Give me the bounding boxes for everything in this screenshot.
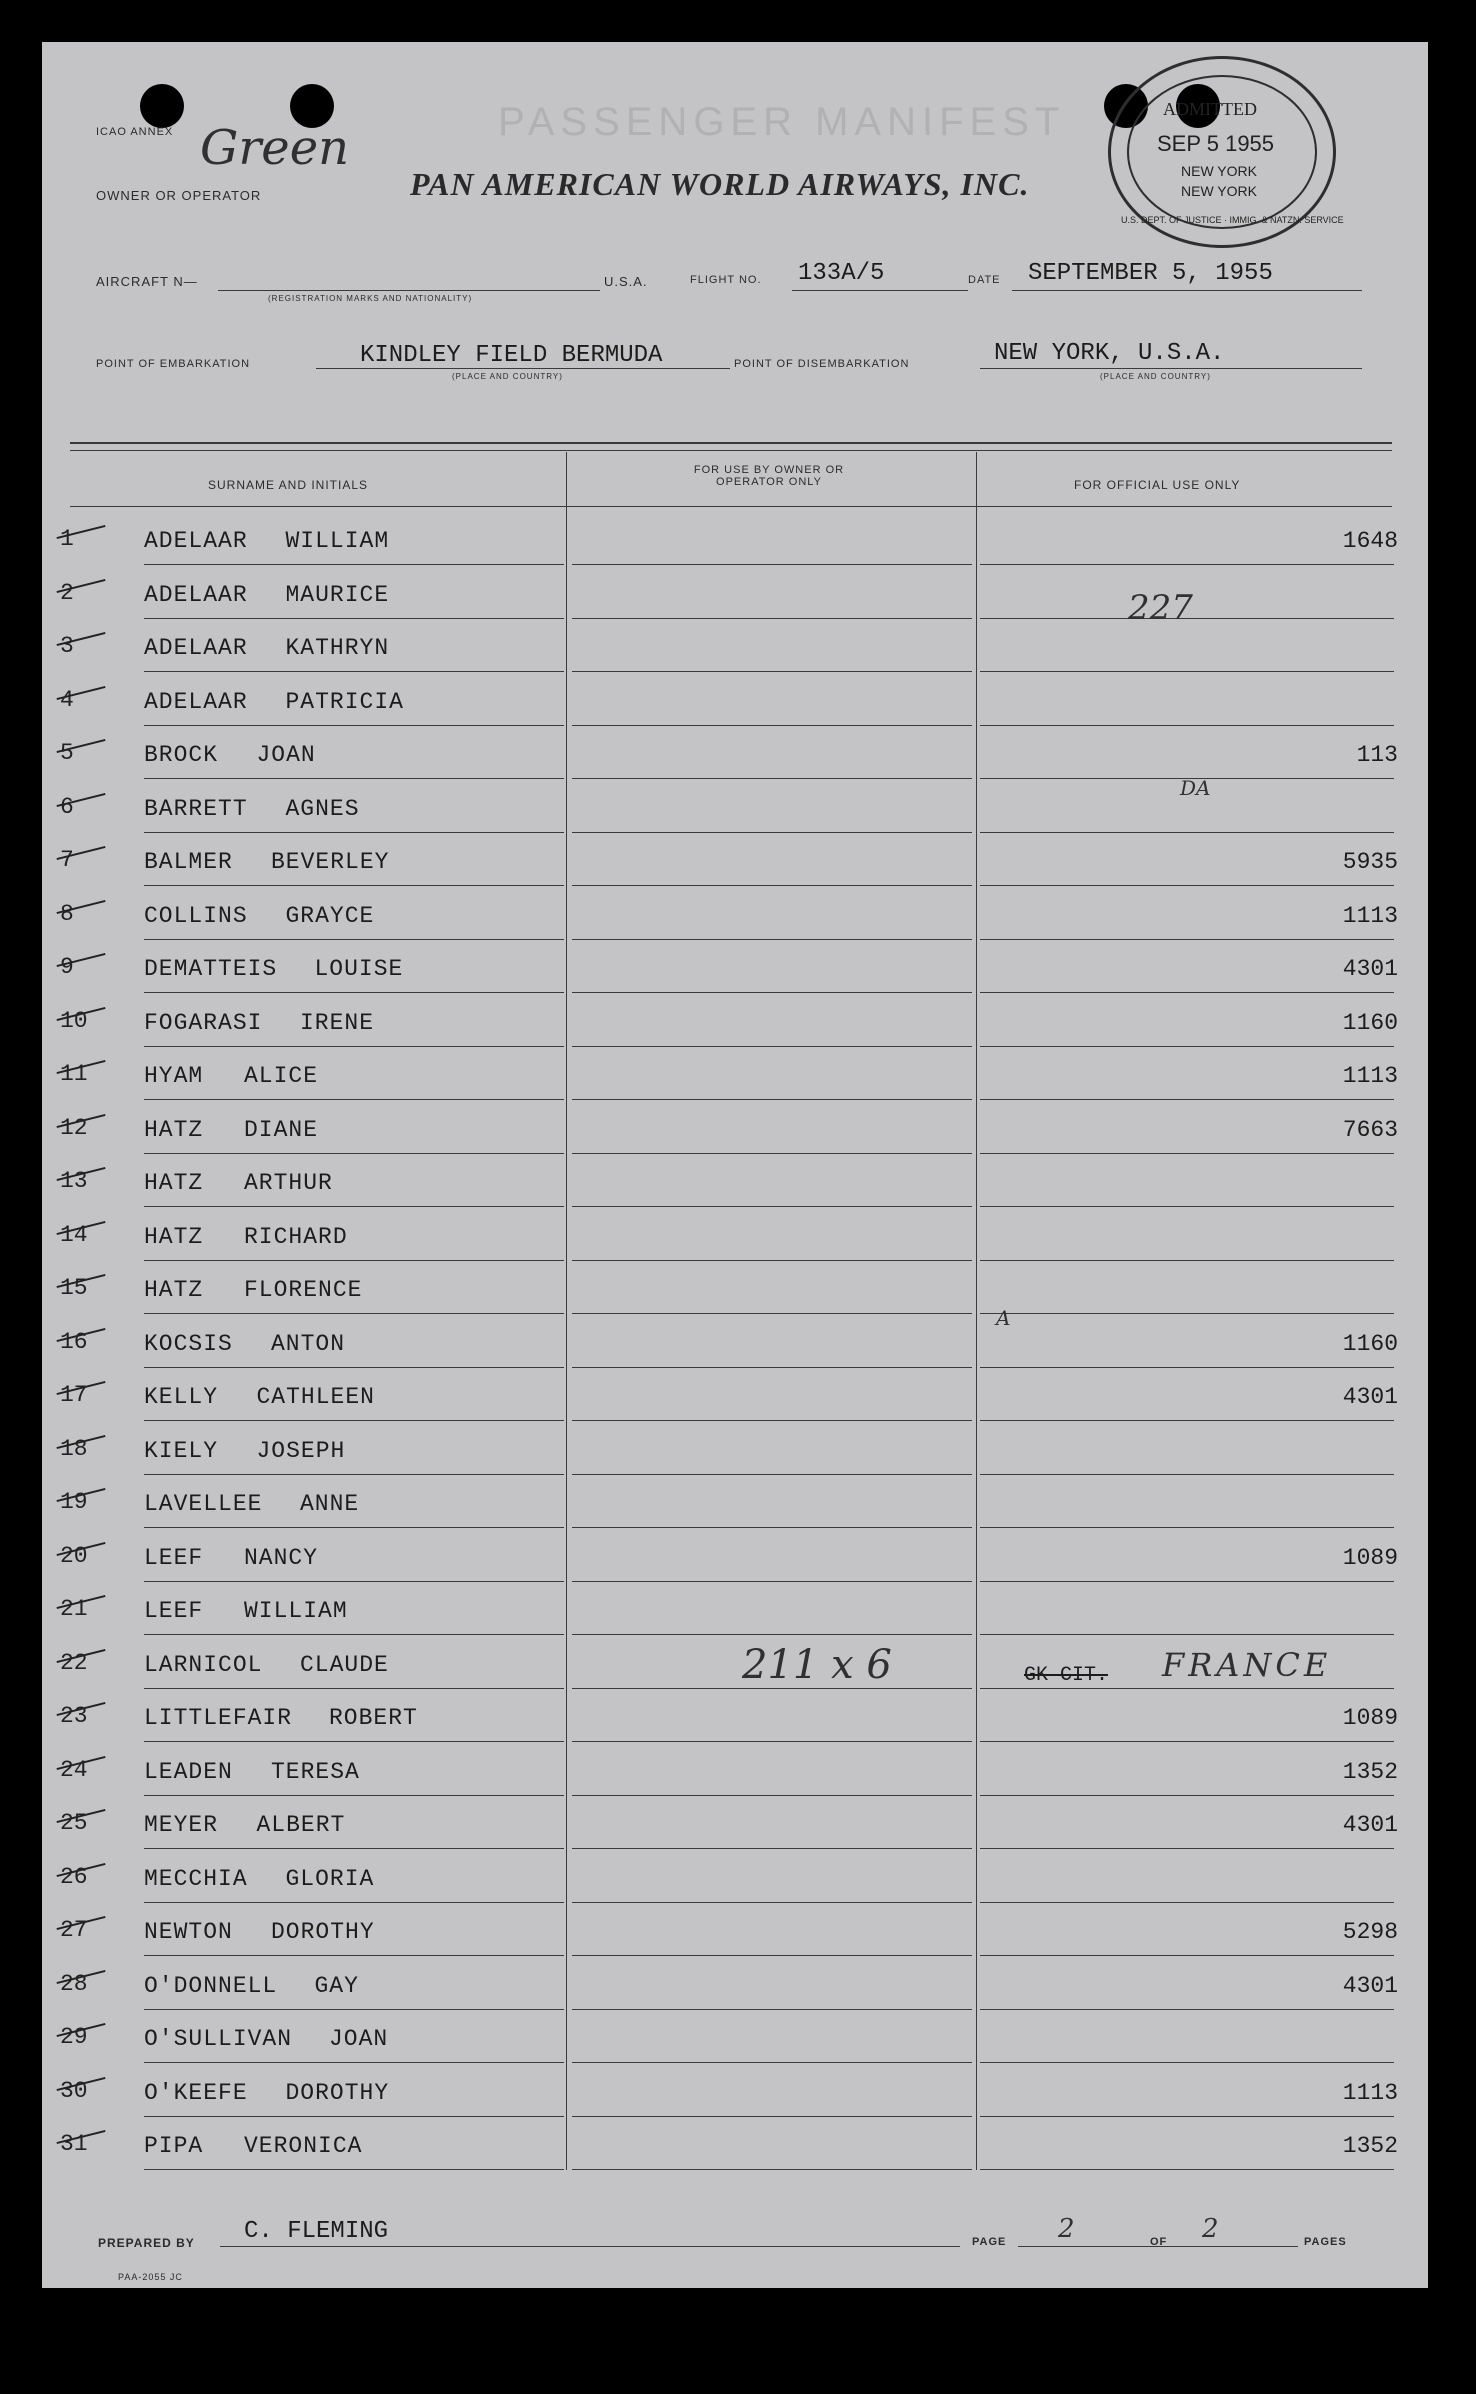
row-rule: [572, 2062, 972, 2063]
passenger-given-name: GLORIA: [285, 1865, 375, 1892]
official-code: 1352: [1342, 2133, 1398, 2159]
passenger-row: [60, 1697, 1396, 1750]
row-rule: [144, 1955, 564, 1956]
row-rule: [144, 1367, 564, 1368]
aircraft-sublabel: (REGISTRATION MARKS AND NATIONALITY): [268, 294, 473, 303]
passenger-surname: HYAM: [144, 1063, 204, 1089]
stamp-ring-text: U.S. DEPT. OF JUSTICE · IMMIG. & NATZN. SERVICE: [1121, 215, 1344, 225]
embarkation-sublabel: (PLACE AND COUNTRY): [452, 372, 563, 381]
row-rule: [980, 2169, 1394, 2170]
row-rule: [144, 1420, 564, 1421]
row-number: 15: [60, 1275, 88, 1301]
row-rule: [144, 2116, 564, 2117]
row-rule: [980, 2116, 1394, 2117]
row-number: 28: [60, 1970, 88, 1997]
row-number: 16: [60, 1328, 88, 1355]
passenger-surname: KELLY: [144, 1384, 219, 1410]
row-rule: [980, 1367, 1394, 1368]
row-rule: [980, 564, 1394, 565]
row-rule: [144, 1046, 564, 1047]
row-number: 2: [60, 579, 74, 606]
passenger-surname: BARRETT: [144, 795, 248, 822]
row-rule: [980, 1902, 1394, 1903]
row-rule: [144, 564, 564, 565]
passenger-given-name: JOSEPH: [256, 1437, 346, 1464]
row-rule: [980, 1153, 1394, 1154]
row-rule: [144, 885, 564, 886]
disembarkation-sublabel: (PLACE AND COUNTRY): [1100, 372, 1211, 381]
row-rule: [572, 1474, 972, 1475]
passenger-surname: COLLINS: [144, 902, 248, 929]
passenger-surname: ADELAAR: [144, 635, 248, 661]
official-code: 5935: [1342, 849, 1398, 875]
row-rule: [572, 1099, 972, 1100]
row-rule: [572, 832, 972, 833]
row-rule: [980, 1420, 1394, 1421]
usa-label: U.S.A.: [604, 274, 648, 289]
passenger-row: [60, 1216, 1396, 1269]
official-code: 1160: [1342, 1330, 1398, 1357]
row-number: 14: [60, 1221, 88, 1248]
row-rule: [144, 1688, 564, 1689]
row-rule: [980, 1634, 1394, 1635]
official-code: 113: [1356, 742, 1398, 768]
row-rule: [572, 1420, 972, 1421]
flight-number: 133A/5: [798, 260, 885, 287]
row-rule: [144, 1527, 564, 1528]
row-number: 31: [60, 2131, 88, 2157]
row-rule: [572, 618, 972, 619]
row-rule: [572, 1367, 972, 1368]
passenger-given-name: ANNE: [300, 1491, 360, 1517]
row-rule: [572, 1634, 972, 1635]
row-rule: [144, 618, 564, 619]
row-rule: [144, 1313, 564, 1314]
passenger-given-name: JOAN: [256, 742, 316, 768]
row-rule: [572, 778, 972, 779]
passenger-row: [60, 895, 1396, 948]
passenger-row: [60, 841, 1396, 894]
row-rule: [572, 2009, 972, 2010]
official-code: 1089: [1342, 1705, 1398, 1731]
prepared-by-label: PREPARED BY: [98, 2236, 195, 2250]
stamp-date: SEP 5 1955: [1157, 131, 1275, 156]
passenger-row: [60, 1055, 1396, 1108]
row-number: 13: [60, 1168, 88, 1194]
row-number: 8: [60, 900, 74, 927]
flight-date: SEPTEMBER 5, 1955: [1028, 260, 1273, 287]
passenger-given-name: NANCY: [244, 1544, 319, 1571]
row-number: 18: [60, 1435, 88, 1462]
form-code: PAA-2055 JC: [118, 2272, 183, 2282]
passenger-row: [60, 1590, 1396, 1643]
row-rule: [980, 671, 1394, 672]
passenger-given-name: JOAN: [329, 2026, 389, 2052]
passenger-given-name: KATHRYN: [285, 635, 390, 661]
official-code: 1113: [1342, 2079, 1398, 2106]
passenger-surname: ADELAAR: [144, 581, 248, 608]
passenger-row: [60, 1911, 1396, 1964]
row-number: 10: [60, 1007, 88, 1034]
column-owner-use: FOR USE BY OWNER OR OPERATOR ONLY: [693, 464, 845, 488]
passenger-surname: HATZ: [144, 1170, 204, 1196]
official-code: 4301: [1342, 1812, 1398, 1838]
passenger-surname: PIPA: [144, 2133, 204, 2159]
official-code: 4301: [1342, 1384, 1398, 1410]
row-rule: [572, 2169, 972, 2170]
row-rule: [144, 778, 564, 779]
airline-brand: PAN AMERICAN WORLD AIRWAYS, INC.: [410, 166, 1030, 202]
row-number: 30: [60, 2077, 88, 2104]
passenger-given-name: BEVERLEY: [271, 849, 390, 875]
passenger-surname: BALMER: [144, 849, 233, 875]
row-rule: [144, 1741, 564, 1742]
passenger-given-name: ALBERT: [256, 1812, 346, 1838]
row-number: 24: [60, 1756, 88, 1783]
passenger-surname: BROCK: [144, 742, 219, 768]
row-rule: [572, 1206, 972, 1207]
row-number: 27: [60, 1917, 88, 1943]
embarkation-point: KINDLEY FIELD BERMUDA: [360, 342, 663, 369]
official-code: 1648: [1342, 528, 1398, 554]
row-rule: [144, 2169, 564, 2170]
faint-form-title: PASSENGER MANIFEST: [498, 100, 1066, 144]
row-number: 22: [60, 1649, 88, 1676]
passenger-surname: NEWTON: [144, 1919, 233, 1945]
row-rule: [980, 1260, 1394, 1261]
passenger-given-name: DOROTHY: [285, 2079, 390, 2106]
row-rule: [980, 1099, 1394, 1100]
passenger-surname: KOCSIS: [144, 1330, 233, 1357]
passenger-row: [60, 520, 1396, 573]
official-code: 4301: [1342, 956, 1398, 982]
annotation-struck: GK CIT.: [1024, 1664, 1109, 1687]
row-rule: [144, 992, 564, 993]
row-rule: [144, 1581, 564, 1582]
row-rule: [980, 939, 1394, 940]
row-number: 9: [60, 954, 74, 980]
row-rule: [572, 725, 972, 726]
of-label: OF: [1150, 2236, 1168, 2248]
passenger-given-name: DOROTHY: [271, 1919, 375, 1945]
row-number: 4: [60, 686, 74, 713]
row-rule: [980, 1206, 1394, 1207]
passenger-row: [60, 1965, 1396, 2018]
row-number: 23: [60, 1703, 88, 1729]
operator-signature: Green: [200, 120, 350, 176]
row-number: 12: [60, 1114, 88, 1141]
row-rule: [144, 671, 564, 672]
passenger-given-name: CLAUDE: [300, 1651, 389, 1678]
passenger-row: [60, 1858, 1396, 1911]
row-rule: [144, 1099, 564, 1100]
flight-number-label: FLIGHT NO.: [690, 274, 762, 286]
row-rule: [144, 1634, 564, 1635]
annotation-227: 227: [1128, 588, 1193, 628]
row-rule: [980, 2062, 1394, 2063]
row-number: 11: [60, 1061, 88, 1087]
passenger-row: [60, 681, 1396, 734]
passenger-given-name: LOUISE: [314, 956, 404, 982]
official-code: 1113: [1342, 1063, 1398, 1089]
passenger-given-name: WILLIAM: [244, 1598, 348, 1624]
row-rule: [144, 832, 564, 833]
date-label: DATE: [968, 274, 1001, 286]
passenger-surname: MEYER: [144, 1812, 219, 1838]
passenger-given-name: IRENE: [300, 1009, 375, 1036]
passenger-given-name: DIANE: [244, 1116, 319, 1143]
row-rule: [980, 1848, 1394, 1849]
annotation-211x6: 211 x 6: [742, 1642, 892, 1688]
row-rule: [572, 564, 972, 565]
passenger-given-name: GAY: [314, 1972, 359, 1999]
immigration-stamp: [1108, 56, 1344, 248]
official-code: 1160: [1342, 1009, 1398, 1036]
passenger-surname: LEEF: [144, 1598, 204, 1624]
passenger-surname: LEEF: [144, 1544, 204, 1571]
official-code: 1089: [1342, 1544, 1398, 1571]
icao-code: ICAO ANNEX: [96, 126, 174, 138]
row-rule: [572, 1527, 972, 1528]
passenger-row: [60, 2018, 1396, 2071]
passenger-surname: LARNICOL: [144, 1651, 263, 1678]
passenger-row: [60, 1323, 1396, 1376]
row-rule: [980, 1313, 1394, 1314]
passenger-surname: KIELY: [144, 1437, 219, 1464]
row-number: 6: [60, 793, 74, 820]
row-rule: [572, 1153, 972, 1154]
row-rule: [980, 832, 1394, 833]
stamp-city-2: NEW YORK: [1181, 183, 1257, 199]
row-rule: [980, 1527, 1394, 1528]
row-rule: [980, 1581, 1394, 1582]
row-rule: [572, 939, 972, 940]
row-rule: [144, 1153, 564, 1154]
passenger-given-name: WILLIAM: [285, 528, 390, 554]
passenger-given-name: ROBERT: [329, 1705, 418, 1731]
row-rule: [980, 1688, 1394, 1689]
passenger-surname: MECCHIA: [144, 1865, 248, 1892]
passenger-row: [60, 1162, 1396, 1215]
row-rule: [980, 725, 1394, 726]
row-rule: [572, 1313, 972, 1314]
passenger-given-name: RICHARD: [244, 1223, 348, 1250]
passenger-given-name: VERONICA: [244, 2133, 363, 2159]
row-rule: [572, 2116, 972, 2117]
row-rule: [980, 1795, 1394, 1796]
passenger-surname: HATZ: [144, 1116, 204, 1143]
passenger-row: [60, 1751, 1396, 1804]
passenger-surname: LEADEN: [144, 1758, 233, 1785]
page-label: PAGE: [972, 2236, 1007, 2248]
passenger-given-name: MAURICE: [285, 581, 390, 608]
passenger-given-name: PATRICIA: [285, 688, 404, 715]
row-rule: [572, 1795, 972, 1796]
row-rule: [572, 992, 972, 993]
row-number: 20: [60, 1542, 88, 1569]
row-rule: [572, 1046, 972, 1047]
passenger-surname: ADELAAR: [144, 688, 248, 715]
passenger-surname: O'DONNELL: [144, 1972, 278, 1999]
official-code: 7663: [1342, 1116, 1398, 1143]
official-code: 4301: [1342, 1972, 1398, 1999]
disembarkation-label: POINT OF DISEMBARKATION: [734, 358, 910, 370]
passenger-row: [60, 1002, 1396, 1055]
row-number: 5: [60, 740, 74, 766]
stamp-city-1: NEW YORK: [1181, 163, 1257, 179]
passenger-row: [60, 1804, 1396, 1857]
annotation-da: DA: [1180, 776, 1211, 800]
passenger-row: [60, 948, 1396, 1001]
aircraft-label: AIRCRAFT N—: [96, 274, 198, 289]
passenger-row: [60, 1483, 1396, 1536]
row-number: 3: [60, 633, 74, 659]
row-rule: [980, 2009, 1394, 2010]
passenger-row: [60, 2072, 1396, 2125]
stamp-admitted: ADMITTED: [1163, 99, 1257, 119]
passenger-given-name: CATHLEEN: [256, 1384, 375, 1410]
prepared-by: C. FLEMING: [244, 2218, 389, 2245]
row-rule: [144, 939, 564, 940]
row-rule: [144, 725, 564, 726]
row-rule: [144, 1848, 564, 1849]
passenger-surname: LITTLEFAIR: [144, 1705, 293, 1731]
row-number: 26: [60, 1863, 88, 1890]
row-rule: [980, 1474, 1394, 1475]
row-rule: [144, 1206, 564, 1207]
column-official-use: FOR OFFICIAL USE ONLY: [1074, 478, 1241, 492]
disembarkation-point: NEW YORK, U.S.A.: [994, 340, 1225, 367]
pages-label: PAGES: [1304, 2236, 1347, 2248]
passenger-given-name: ALICE: [244, 1063, 319, 1089]
passenger-row: [60, 1109, 1396, 1162]
passenger-given-name: ARTHUR: [244, 1170, 333, 1196]
row-rule: [144, 2062, 564, 2063]
annotation-france: FRANCE: [1162, 1646, 1332, 1684]
row-rule: [144, 2009, 564, 2010]
punch-hole: [140, 84, 184, 128]
passenger-surname: ADELAAR: [144, 528, 248, 554]
official-code: 1113: [1342, 902, 1398, 929]
row-number: 7: [60, 847, 74, 873]
page-total: 2: [1202, 2214, 1219, 2244]
passenger-surname: DEMATTEIS: [144, 956, 278, 982]
passenger-given-name: TERESA: [271, 1758, 360, 1785]
passenger-surname: LAVELLEE: [144, 1491, 263, 1517]
passenger-row: [60, 2125, 1396, 2178]
passenger-row: [60, 1269, 1396, 1322]
row-number: 17: [60, 1382, 88, 1408]
row-rule: [572, 1581, 972, 1582]
row-rule: [572, 1741, 972, 1742]
annotation-a: A: [996, 1306, 1011, 1330]
row-number: 21: [60, 1596, 88, 1622]
column-surname: SURNAME AND INITIALS: [208, 478, 369, 492]
row-rule: [572, 1260, 972, 1261]
passenger-row: [60, 1376, 1396, 1429]
passenger-given-name: AGNES: [285, 795, 360, 822]
row-rule: [572, 885, 972, 886]
row-number: 19: [60, 1489, 88, 1515]
passenger-row: [60, 574, 1396, 627]
owner-operator-label: OWNER OR OPERATOR: [96, 188, 262, 203]
embarkation-label: POINT OF EMBARKATION: [96, 358, 251, 370]
page-number: 2: [1058, 2214, 1075, 2244]
row-number: 29: [60, 2024, 88, 2050]
row-rule: [980, 1741, 1394, 1742]
passenger-surname: FOGARASI: [144, 1009, 263, 1036]
row-rule: [572, 1902, 972, 1903]
passenger-row: [60, 627, 1396, 680]
row-rule: [980, 885, 1394, 886]
passenger-given-name: ANTON: [271, 1330, 346, 1357]
passenger-surname: O'KEEFE: [144, 2079, 248, 2106]
official-code: 1352: [1342, 1758, 1398, 1785]
row-rule: [572, 671, 972, 672]
row-number: 25: [60, 1810, 88, 1836]
row-rule: [572, 1955, 972, 1956]
row-rule: [144, 1795, 564, 1796]
row-rule: [144, 1260, 564, 1261]
row-rule: [980, 1955, 1394, 1956]
passenger-surname: O'SULLIVAN: [144, 2026, 293, 2052]
passenger-row: [60, 1430, 1396, 1483]
row-number: 1: [60, 526, 74, 552]
row-rule: [572, 1848, 972, 1849]
row-rule: [980, 992, 1394, 993]
row-rule: [144, 1474, 564, 1475]
row-rule: [144, 1902, 564, 1903]
passenger-given-name: GRAYCE: [285, 902, 375, 929]
passenger-surname: HATZ: [144, 1223, 204, 1250]
passenger-surname: HATZ: [144, 1277, 204, 1303]
passenger-row: [60, 1537, 1396, 1590]
passenger-given-name: FLORENCE: [244, 1277, 363, 1303]
official-code: 5298: [1342, 1919, 1398, 1945]
row-rule: [980, 1046, 1394, 1047]
